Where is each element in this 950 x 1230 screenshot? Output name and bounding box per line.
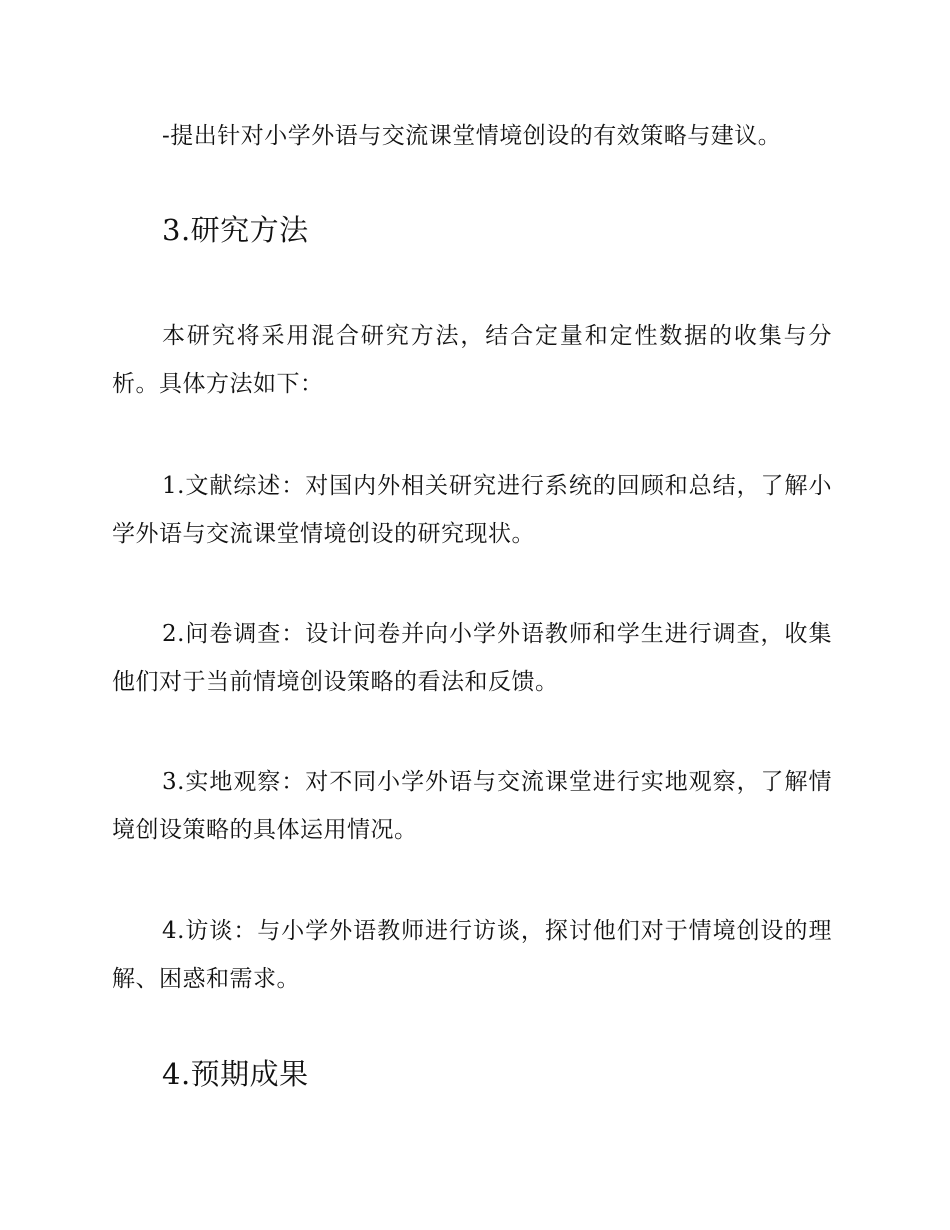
method-item-interview: 4.访谈：与小学外语教师进行访谈，探讨他们对于情境创设的理解、困惑和需求。	[112, 918, 832, 992]
method-item-field-observation: 3.实地观察：对不同小学外语与交流课堂进行实地观察，了解情境创设策略的具体运用情况。	[112, 769, 832, 843]
methods-intro-paragraph: 本研究将采用混合研究方法，结合定量和定性数据的收集与分析。具体方法如下：	[112, 323, 832, 397]
section-heading-outcomes: 4.预期成果	[162, 1057, 309, 1091]
method-item-literature-review: 1.文献综述：对国内外相关研究进行系统的回顾和总结，了解小学外语与交流课堂情境创设的研究现状。	[112, 473, 832, 547]
section-heading-methods: 3.研究方法	[162, 213, 309, 247]
method-item-questionnaire: 2.问卷调查：设计问卷并向小学外语教师和学生进行调查，收集他们对于当前情境创设策略的看法和反馈。	[112, 621, 832, 695]
objective-line: -提出针对小学外语与交流课堂情境创设的有效策略与建议。	[162, 123, 782, 149]
